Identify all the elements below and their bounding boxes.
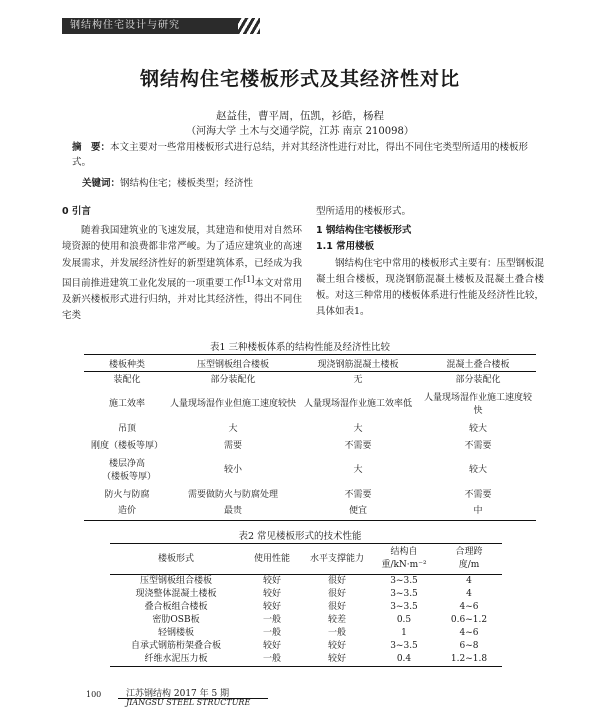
table-2-header: 合理跨度/m <box>436 544 502 575</box>
table-cell: 造价 <box>117 506 136 517</box>
table-cell: 人量现场湿作业但施工速度较快 <box>170 399 297 409</box>
table-cell: 大 <box>228 423 238 434</box>
intro-paragraph: 随着我国建筑业的飞速发展，其建造和使用对自然环境资源的使用和浪费都非常严峻。为了适应建筑业的高速发展需求，并发展经济性好的新型建筑体系，已经成为我国目前推进建筑工业化发展的一项重要工作[1]本文对常用及新兴楼板形式进行归纳，并对比其经济性，得出不同住宅类 <box>62 225 302 322</box>
table-cell: 3~3.5 <box>390 602 418 612</box>
table-row <box>110 614 502 627</box>
table-2-header: 水平支撑能力 <box>302 544 372 575</box>
table-cell: 较大 <box>468 423 487 434</box>
table-cell: 人量现场湿作业施工速度较快 <box>423 392 532 416</box>
table-cell: 吊顶 <box>117 423 136 434</box>
table-cell: 3~3.5 <box>390 576 418 586</box>
table-cell: 很好 <box>327 602 346 612</box>
authors: 赵益佳，曹平周，伍凯，衫皓，杨程 <box>216 110 384 122</box>
table-cell: 一般 <box>262 615 281 625</box>
abstract-label: 摘 要： <box>72 142 111 153</box>
table-row <box>84 438 536 455</box>
table-cell: 便宜 <box>348 506 367 517</box>
table-cell: 4~6 <box>459 628 479 638</box>
table-cell: 需要 <box>223 440 242 451</box>
table-row <box>110 627 502 640</box>
table-cell: 3~3.5 <box>390 589 418 599</box>
table-2 <box>110 543 502 667</box>
table-cell: 纤维水泥压力板 <box>144 654 208 664</box>
table-cell: 较大 <box>468 465 487 475</box>
table-cell: 0.6~1.2 <box>450 615 488 625</box>
table-cell: 较小 <box>223 465 242 475</box>
table-cell: 密肋OSB板 <box>152 615 200 625</box>
table-cell: 现浇整体混凝土楼板 <box>135 589 217 599</box>
table-2-caption: 表2 常见楼板形式的技术性能 <box>238 531 362 542</box>
table-1-header-row <box>84 355 536 372</box>
table-cell: 较差 <box>327 615 346 625</box>
section-1-heading: 1 钢结构住宅楼板形式 <box>316 225 412 237</box>
table-row <box>110 575 502 589</box>
table-row <box>84 421 536 438</box>
section-1-1-heading: 1.1 常用楼板 <box>316 241 375 253</box>
table-cell: 人量现场湿作业施工效率低 <box>303 399 412 409</box>
table-cell: 1.2~1.8 <box>450 654 488 664</box>
table-cell: 较好 <box>327 641 346 651</box>
table-row <box>84 504 536 521</box>
table-row <box>110 640 502 653</box>
section-1-1-paragraph: 钢结构住宅中常用的楼板形式主要有：压型钢板混凝土组合楼板，现浇钢筋混凝土楼板及混凝土叠合楼板。对这三种常用的楼板体系进行性能及经济性比较，具体如表1。 <box>316 257 545 318</box>
table-cell: 4~6 <box>459 602 479 612</box>
table-cell: 最贵 <box>223 506 242 517</box>
keywords <box>82 175 253 189</box>
table-1-header: 现浇钢筋混凝土楼板 <box>296 355 420 372</box>
table-cell: 部分装配化 <box>455 374 501 385</box>
section-0-heading: 0 引言 <box>62 206 91 217</box>
table-cell: 4 <box>466 589 472 599</box>
table-cell: 楼层净高（楼板等厚） <box>102 458 157 482</box>
table-row <box>84 389 536 421</box>
table-cell: 很好 <box>327 589 346 599</box>
abstract <box>72 140 540 170</box>
table-1-header: 楼板种类 <box>84 355 170 372</box>
affiliation: （河海大学 土木与交通学院，江苏 南京 210098） <box>186 126 414 137</box>
table-cell: 4 <box>466 576 472 586</box>
table-row <box>110 653 502 667</box>
table-cell: 装配化 <box>113 374 141 385</box>
table-cell: 不需要 <box>464 489 492 500</box>
table-cell: 很好 <box>327 576 346 586</box>
table-cell: 较好 <box>327 654 346 664</box>
table-cell: 需要做防火与防腐处理 <box>187 489 278 500</box>
table-row <box>84 372 536 389</box>
journal-section-banner: 钢结构住宅设计与研究 <box>62 18 238 34</box>
table-cell: 无 <box>353 374 363 385</box>
table-cell: 施工效率 <box>108 399 145 409</box>
table-row <box>84 455 536 487</box>
right-column <box>316 204 544 320</box>
journal-name-english: JIANGSU STEEL STRUCTURE <box>126 698 251 707</box>
page-number: 100 <box>86 690 102 699</box>
table-2-header: 结构自重/kN·m⁻² <box>372 544 436 575</box>
table-cell: 防火与防腐 <box>104 489 150 500</box>
table-cell: 较好 <box>262 589 281 599</box>
table-2-header: 使用性能 <box>242 544 302 575</box>
table-cell: 压型钢板组合楼板 <box>139 576 212 586</box>
journal-name: 江苏钢结构 2017 年 5 期 <box>126 689 230 699</box>
table-cell: 较好 <box>262 576 281 586</box>
table-cell: 大 <box>353 423 363 434</box>
keywords-text: 钢结构住宅；楼板类型；经济性 <box>120 178 254 189</box>
reference-1: [1] <box>243 274 255 284</box>
left-column <box>62 204 302 325</box>
table-1-caption: 表1 三种楼板体系的结构性能及经济性比较 <box>209 342 391 353</box>
table-cell: 1 <box>401 628 407 638</box>
table-cell: 一般 <box>262 654 281 664</box>
table-2-header-row <box>110 544 502 575</box>
table-cell: 一般 <box>327 628 346 638</box>
table-cell: 叠合板组合楼板 <box>144 602 208 612</box>
abstract-text: 本文主要对一些常用楼板形式进行总结，并对其经济性进行对比，得出不同住宅类型所适用的楼板形式。 <box>72 142 529 168</box>
intro-continuation: 型所适用的楼板形式。 <box>316 206 412 217</box>
table-cell: 一般 <box>262 628 281 638</box>
table-row <box>84 487 536 504</box>
table-cell: 0.5 <box>396 615 412 625</box>
table-cell: 6~8 <box>459 641 479 651</box>
table-cell: 刚度（楼板等厚） <box>90 440 163 451</box>
table-cell: 自承式钢筋桁架叠合板 <box>130 641 221 651</box>
table-row <box>110 601 502 614</box>
table-cell: 轻钢楼板 <box>157 628 194 638</box>
table-cell: 不需要 <box>344 440 372 451</box>
table-cell: 不需要 <box>464 440 492 451</box>
table-1-header: 压型钢板组合楼板 <box>170 355 296 372</box>
table-cell: 0.4 <box>396 654 412 664</box>
table-1-header: 混凝土叠合楼板 <box>420 355 536 372</box>
table-cell: 3~3.5 <box>390 641 418 651</box>
table-cell: 部分装配化 <box>210 374 256 385</box>
keywords-label: 关键词： <box>82 178 121 189</box>
table-cell: 不需要 <box>344 489 372 500</box>
article-title: 钢结构住宅楼板形式及其经济性对比 <box>139 68 460 90</box>
table-cell: 较好 <box>262 602 281 612</box>
table-cell: 较好 <box>262 641 281 651</box>
table-2-header: 楼板形式 <box>110 544 242 575</box>
table-cell: 中 <box>473 506 483 517</box>
table-cell: 大 <box>353 465 363 475</box>
table-row <box>110 588 502 601</box>
table-1 <box>84 354 536 521</box>
